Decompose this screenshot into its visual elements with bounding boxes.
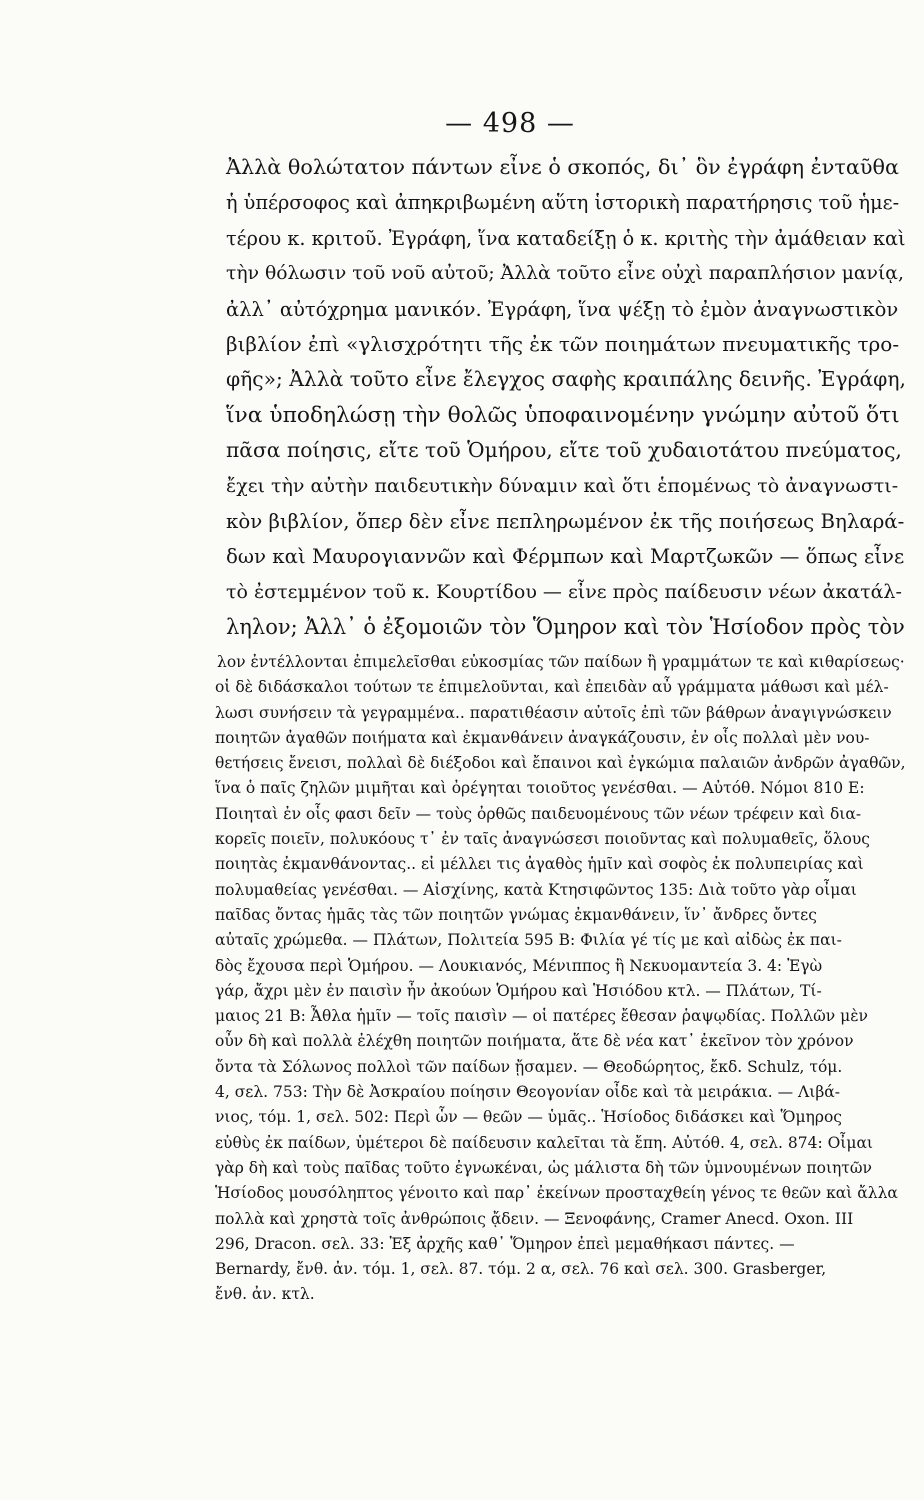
text-line: ἵνα ὑποδηλώσῃ τὴν θολῶς ὑποφαινομένην γνώμην αὐτοῦ ὅτι bbox=[226, 402, 900, 428]
text-line: Ἀλλὰ θολώτατον πάντων εἶνε ὁ σκοπός, δι᾽ ὃν ἐγράφη ἐνταῦθα bbox=[226, 155, 899, 179]
footnote-line: πολυμαθείας γενέσθαι. — Αἰσχίνης, κατὰ Κτησιφῶντος 135: Διὰ τοῦτο γὰρ οἶμαι bbox=[215, 880, 857, 899]
footnote-line: εὐθὺς ἐκ παίδων, ὑμέτεροι δὲ παίδευσιν καλεῖται τὰ ἔπη. Αὐτόθ. 4, σελ. 874: Οἶμαι bbox=[215, 1133, 874, 1152]
text-line: ληλον; Ἀλλ᾽ ὁ ἐξομοιῶν τὸν Ὅμηρον καὶ τὸν Ἡσίοδον πρὸς τὸν bbox=[226, 615, 905, 640]
footnote-line: 296, Dracon. σελ. 33: Ἐξ ἀρχῆς καθ᾽ Ὅμηρον ἐπεὶ μεμαθήκασι πάντες. — bbox=[215, 1234, 795, 1253]
page-number: — 498 — bbox=[445, 108, 575, 139]
footnote-line: παῖδας ὄντας ἡμᾶς τὰς τῶν ποιητῶν γνώμας ἐκμανθάνειν, ἵν᾽ ἄνδρες ὄντες bbox=[215, 905, 817, 924]
text-line: τέρου κ. κριτοῦ. Ἐγράφη, ἵνα καταδείξῃ ὁ κ. κριτὴς τὴν ἀμάθειαν καὶ bbox=[226, 226, 906, 250]
text-line: δων καὶ Μαυρογιαννῶν καὶ Φέρμπων καὶ Μαρτζωκῶν — ὅπως εἶνε bbox=[226, 545, 905, 569]
text-line: βιβλίον ἐπὶ «γλισχρότητι τῆς ἐκ τῶν ποιημάτων πνευματικῆς τρο- bbox=[226, 332, 900, 357]
footnote-line: αὐταῖς χρώμεθα. — Πλάτων, Πολιτεία 595 Β: Φιλία γέ τίς με καὶ αἰδὼς ἐκ παι- bbox=[215, 931, 842, 950]
text-line: τὸ ἐστεμμένον τοῦ κ. Κουρτίδου — εἶνε πρὸς παίδευσιν νέων ἀκατάλ- bbox=[226, 580, 902, 603]
text-line: ἡ ὑπέρσοφος καὶ ἀπηκριβωμένη αὕτη ἱστορικὴ παρατήρησις τοῦ ἡμε- bbox=[226, 191, 900, 215]
footnote-line: οἱ δὲ διδάσκαλοι τούτων τε ἐπιμελοῦνται, καὶ ἐπειδὰν αὖ γράμματα μάθωσι καὶ μέλ- bbox=[215, 678, 889, 697]
text-line: πᾶσα ποίησις, εἴτε τοῦ Ὁμήρου, εἴτε τοῦ χυδαιοτάτου πνεύματος, bbox=[226, 438, 902, 463]
footnote-line: ποιητῶν ἀγαθῶν ποιήματα καὶ ἐκμανθάνειν ἀναγκάζουσιν, ἐν οἷς πολλαὶ μὲν νου- bbox=[215, 728, 870, 747]
text-line: κὸν βιβλίον, ὅπερ δὲν εἶνε πεπληρωμένον ἐκ τῆς ποιήσεως Βηλαρά- bbox=[226, 510, 905, 534]
footnote-line: πολλὰ καὶ χρηστὰ τοῖς ἀνθρώποις ᾄδειν. — Ξενοφάνης, Cramer Anecd. Oxon. III bbox=[215, 1209, 854, 1228]
footnote-line: λον ἐντέλλονται ἐπιμελεῖσθαι εὐκοσμίας τῶν παίδων ἢ γραμμάτων τε καὶ κιθαρίσεως· bbox=[217, 653, 905, 671]
text-line: ἔχει τὴν αὐτὴν παιδευτικὴν δύναμιν καὶ ὅτι ἑπομένως τὸ ἀναγνωστι- bbox=[226, 474, 899, 497]
footnote-line: ποιητὰς ἐκμανθάνοντας.. εἰ μέλλει τις ἀγαθὸς ἡμῖν καὶ σοφὸς ἐκ πολυπειρίας καὶ bbox=[215, 855, 864, 874]
footnote-line: ἵνα ὁ παῖς ζηλῶν μιμῆται καὶ ὀρέγηται τοιοῦτος γενέσθαι. — Αὐτόθ. Νόμοι 810 Ε: bbox=[215, 779, 865, 798]
footnote-line: ἔνθ. ἀν. κτλ. bbox=[215, 1285, 315, 1304]
footnote bbox=[215, 650, 910, 1308]
text-line: ἀλλ᾽ αὐτόχρημα μανικόν. Ἐγράφη, ἵνα ψέξῃ τὸ ἐμὸν ἀναγνωστικὸν bbox=[226, 297, 899, 321]
footnote-line: νιος, τόμ. 1, σελ. 502: Περὶ ὧν — θεῶν — ὑμᾶς.. Ἡσίοδος διδάσκει καὶ Ὅμηρος bbox=[215, 1108, 842, 1127]
footnote-line: γὰρ δὴ καὶ τοὺς παῖδας τοῦτο ἐγνωκέναι, ὡς μάλιστα δὴ τῶν ὑμνουμένων ποιητῶν bbox=[215, 1158, 872, 1177]
footnote-line: θετήσεις ἔνεισι, πολλαὶ δὲ διέξοδοι καὶ ἔπαινοι καὶ ἐγκώμια παλαιῶν ἀνδρῶν ἀγαθῶν, bbox=[215, 754, 906, 773]
footnote-line: μαιος 21 Β: Ἆθλα ἡμῖν — τοῖς παισὶν — οἱ πατέρες ἔθεσαν ῥαψῳδίας. Πολλῶν μὲν bbox=[215, 1007, 868, 1026]
footnote-line: λωσι συνήσειν τὰ γεγραμμένα.. παρατιθέασιν αὐτοῖς ἐπὶ τῶν βάθρων ἀναγιγνώσκειν bbox=[215, 703, 892, 722]
footnote-line: κορεῖς ποιεῖν, πολυκόους τ᾽ ἐν ταῖς ἀναγνώσεσι ποιοῦντας καὶ πολυμαθεῖς, ὅλους bbox=[215, 830, 870, 849]
footnote-line: δὸς ἔχουσα περὶ Ὁμήρου. — Λουκιανός, Μένιππος ἢ Νεκυομαντεία 3. 4: Ἐγὼ bbox=[215, 956, 823, 975]
footnote-line: 4, σελ. 753: Τὴν δὲ Ἀσκραίου ποίησιν Θεογονίαν οἶδε καὶ τὰ μειράκια. — Λιβά- bbox=[215, 1083, 840, 1102]
text-line: φῆς»; Ἀλλὰ τοῦτο εἶνε ἔλεγχος σαφὴς κραιπάλης δεινῆς. Ἐγράφη, bbox=[226, 367, 906, 392]
footnote-line: Ἡσίοδος μουσόληπτος γένοιτο καὶ παρ᾽ ἐκείνων προσταχθείη γένος τε θεῶν καὶ ἄλλα bbox=[215, 1184, 898, 1203]
text-line: τὴν θόλωσιν τοῦ νοῦ αὐτοῦ; Ἀλλὰ τοῦτο εἶνε οὐχὶ παραπλήσιον μανίᾳ, bbox=[226, 263, 904, 285]
footnote-line: γάρ, ἄχρι μὲν ἐν παισὶν ἦν ἀκούων Ὁμήρου καὶ Ἡσιόδου κτλ. — Πλάτων, Τί- bbox=[215, 981, 822, 1000]
footnote-line: Bernardy, ἔνθ. ἀν. τόμ. 1, σελ. 87. τόμ. 2 α, σελ. 76 καὶ σελ. 300. Grasberger, bbox=[215, 1260, 827, 1279]
footnote-line: Ποιηταὶ ἐν οἷς φασι δεῖν — τοὺς ὀρθῶς παιδευομένους τῶν νέων τρέφειν καὶ δια- bbox=[215, 804, 862, 823]
footnote-line: οὖν δὴ καὶ πολλὰ ἐλέχθη ποιητῶν ποιήματα, ἅτε δὲ νέα κατ᾽ ἐκεῖνον τὸν χρόνον bbox=[215, 1032, 854, 1051]
main-text bbox=[226, 150, 906, 646]
footnote-line: ὄντα τὰ Σόλωνος πολλοὶ τῶν παίδων ᾔσαμεν. — Θεοδώρητος, ἔκδ. Schulz, τόμ. bbox=[215, 1057, 843, 1076]
